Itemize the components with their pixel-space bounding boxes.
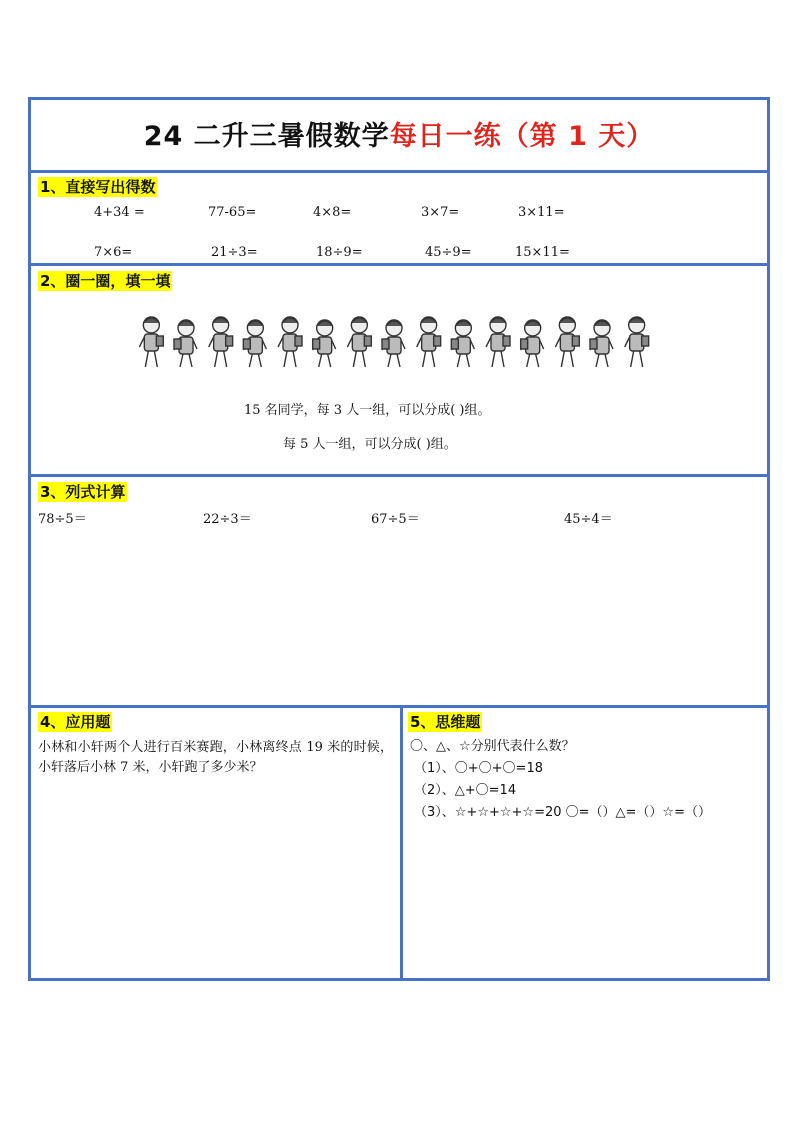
- child-figure: [590, 320, 613, 367]
- division-item: 78÷5＝: [38, 512, 87, 527]
- division-item: 45÷4＝: [564, 512, 613, 527]
- calc-item: 77-65=: [208, 205, 257, 220]
- divider-title: [31, 170, 767, 173]
- calc-item: 4×8=: [313, 205, 352, 220]
- title-highlight: 每日一练（第 1 天）: [389, 121, 655, 152]
- divider-section2: [31, 474, 767, 477]
- children-figures: [134, 315, 654, 375]
- question-line-2: 每 5 人一组，可以分成( )组。: [283, 437, 457, 452]
- section4-heading: 4、应用题: [40, 713, 111, 731]
- divider-section1: [31, 263, 767, 266]
- thinking-line: （2）、△+〇=14: [414, 783, 517, 798]
- worksheet-frame: [28, 97, 770, 981]
- child-figure: [139, 317, 163, 367]
- word-problem: 小林和小轩两个人进行百米赛跑，小林离终点 19 米的时候，小轩落后小林 7 米，小轩跑了多少米？: [38, 740, 393, 775]
- child-figure: [486, 317, 510, 367]
- child-figure: [625, 317, 649, 367]
- section3-heading: 3、列式计算: [40, 483, 126, 501]
- child-figure: [451, 320, 474, 367]
- calc-item: 18÷9=: [316, 245, 363, 260]
- child-figure: [313, 320, 336, 367]
- child-figure: [174, 320, 197, 367]
- child-figure: [347, 317, 371, 367]
- section5-heading: 5、思维题: [410, 713, 481, 731]
- calc-item: 45÷9=: [425, 245, 472, 260]
- thinking-question: 〇、△、☆分别代表什么数？: [410, 739, 575, 754]
- division-item: 22÷3＝: [203, 512, 252, 527]
- thinking-line: （1）、〇+〇+〇=18: [414, 761, 543, 776]
- calc-item: 3×7=: [421, 205, 460, 220]
- divider-section3: [31, 705, 767, 708]
- child-figure: [382, 320, 405, 367]
- question-line-1: 15 名同学，每 3 人一组，可以分成( )组。: [244, 403, 491, 418]
- child-figure: [417, 317, 441, 367]
- calc-item: 4+34 =: [94, 205, 145, 220]
- division-item: 67÷5＝: [371, 512, 420, 527]
- child-figure: [278, 317, 302, 367]
- child-figure: [555, 317, 579, 367]
- child-figure: [243, 320, 266, 367]
- section1-heading: 1、直接写出得数: [40, 178, 156, 196]
- calc-item: 3×11=: [518, 205, 565, 220]
- title-main: 24 二升三暑假数学: [143, 121, 390, 152]
- divider-vertical: [400, 705, 403, 981]
- child-figure: [521, 320, 544, 367]
- calc-item: 7×6=: [94, 245, 133, 260]
- calc-item: 21÷3=: [211, 245, 258, 260]
- page-title: [31, 114, 767, 153]
- section2-heading: 2、圈一圈，填一填: [40, 272, 171, 290]
- thinking-line: （3）、☆+☆+☆+☆=20 〇=（）△=（）☆=（）: [414, 805, 711, 820]
- child-figure: [209, 317, 233, 367]
- calc-item: 15×11=: [515, 245, 570, 260]
